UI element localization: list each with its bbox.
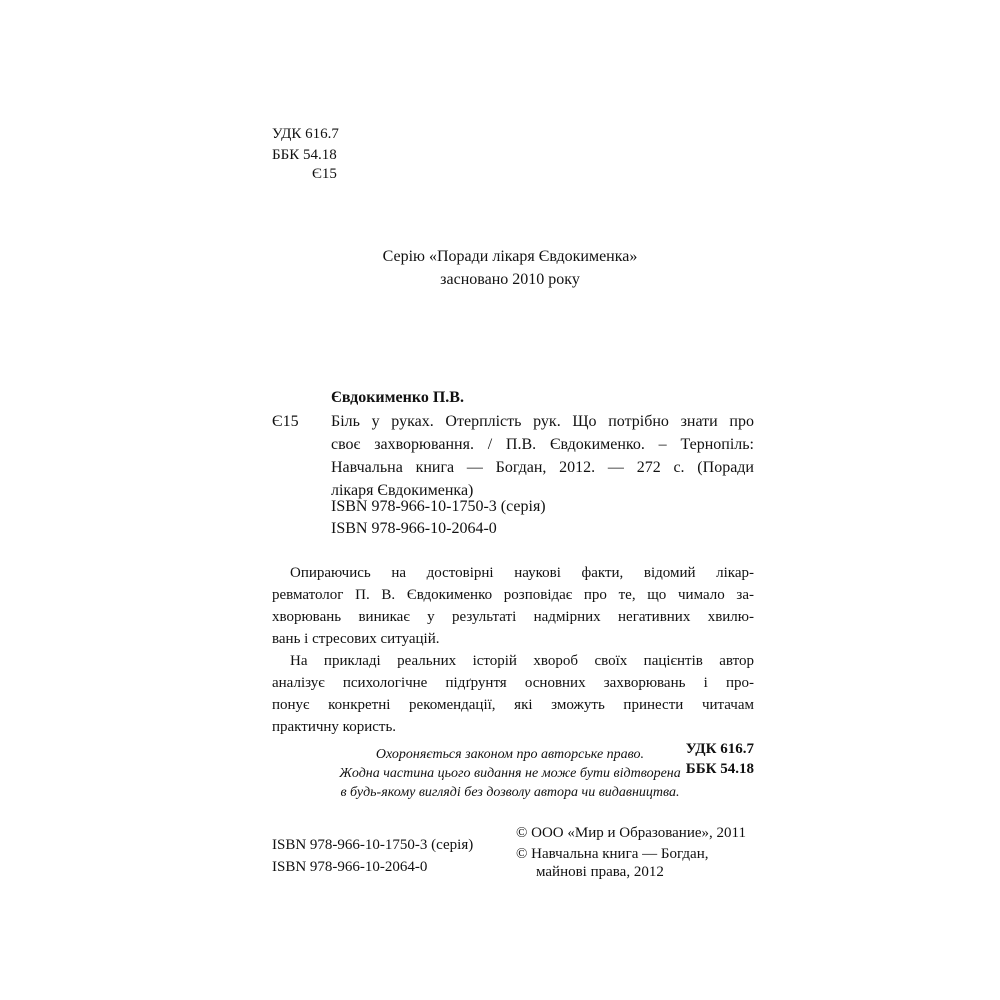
copyright-notice-line2: Жодна частина цього видання не може бути відтворена: [339, 766, 681, 781]
annotation-line-4: вань і стресових ситуацій.: [272, 631, 440, 647]
bbk-code-top: ББК 54.18: [272, 147, 337, 163]
series-note-line2: засновано 2010 року: [440, 271, 580, 288]
annotation-line-1: Опираючись на достовірні наукові факти, відомий лікар-: [290, 565, 754, 581]
annotation-line-5: На прикладі реальних історій хвороб своїх пацієнтів автор: [290, 653, 754, 669]
annotation-line-3: хворювань виникає у результаті надмірних негативних хвилю-: [272, 609, 754, 625]
footer-copyright-1: © ООО «Мир и Образование», 2011: [516, 825, 746, 841]
catalog-mark: Є15: [272, 413, 299, 430]
annotation-line-7: понує конкретні рекомендації, які зможуть принести читачам: [272, 697, 754, 713]
catalog-isbn: ISBN 978-966-10-2064-0: [331, 520, 497, 537]
catalog-line-2: своє захворювання. / П.В. Євдокименко. ‒ Тернопіль:: [331, 436, 754, 453]
author-mark-top: Є15: [312, 166, 337, 182]
footer-isbn: ISBN 978-966-10-2064-0: [272, 859, 428, 875]
bbk-code-bottom: ББК 54.18: [685, 761, 754, 777]
annotation-line-2: ревматолог П. В. Євдокименко розповідає про те, що чимало за-: [272, 587, 754, 603]
udk-code-bottom: УДК 616.7: [685, 741, 754, 757]
annotation-line-8: практичну користь.: [272, 719, 397, 735]
copyright-notice-line1: Охороняється законом про авторське право.: [375, 747, 645, 762]
catalog-line-4: лікаря Євдокименка): [331, 482, 474, 499]
footer-isbn-series: ISBN 978-966-10-1750-3 (серія): [272, 837, 474, 853]
footer-copyright-2a: © Навчальна книга — Богдан,: [516, 846, 709, 862]
copyright-notice-line3: в будь-якому вигляді без дозволу автора чи видавництва.: [340, 785, 680, 800]
series-note-line1: Серію «Поради лікаря Євдокименка»: [382, 248, 638, 265]
catalog-line-3: Навчальна книга — Богдан, 2012. — 272 с. (Поради: [331, 459, 754, 476]
catalog-isbn-series: ISBN 978-966-10-1750-3 (серія): [331, 498, 546, 515]
udk-code-top: УДК 616.7: [272, 126, 339, 142]
catalog-author: Євдокименко П.В.: [331, 389, 464, 406]
annotation-line-6: аналізує психологічне підґрунтя основних захворювань і про-: [272, 675, 754, 691]
catalog-line-1: Біль у руках. Отерплість рук. Що потрібно знати про: [331, 413, 754, 430]
footer-copyright-2b: майнові права, 2012: [536, 864, 664, 880]
